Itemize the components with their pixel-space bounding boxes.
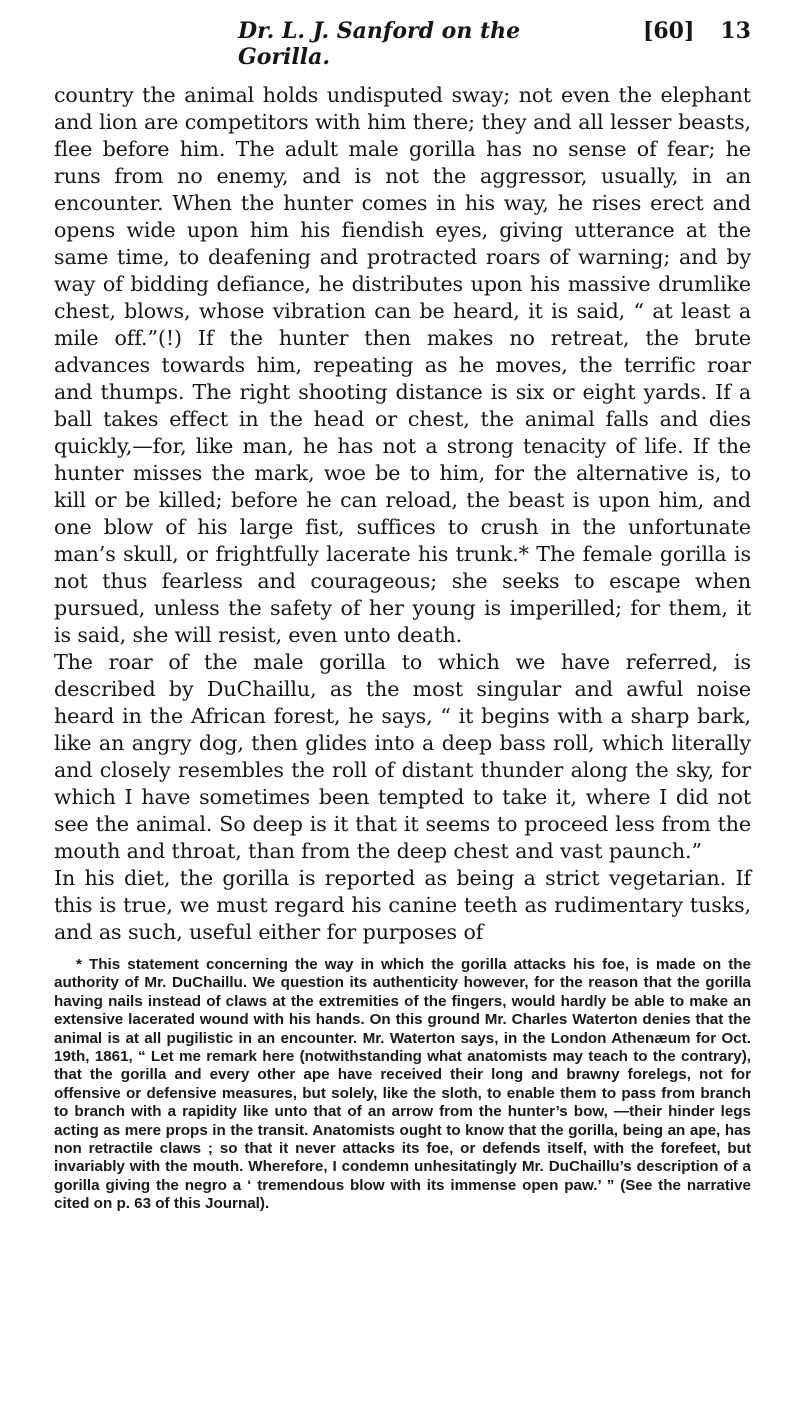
paragraph: The roar of the male gorilla to which we have referred, is described by DuChaillu, as the most singular and awful noise heard in the African forest, he says, “ it begins with a sharp bark, like an angry dog, then glides into a deep bass roll, which literally and closely resembles the roll of distant thunder along the sky, for which I have sometimes been tempted to take it, where I did not see the animal. So deep is it that it seems to proceed less from the mouth and throat, than from the deep chest and vast paunch.”: [54, 650, 751, 863]
page-marker: [60]: [642, 18, 695, 44]
main-text: [54, 82, 751, 946]
page-number: 13: [720, 18, 751, 44]
paragraph: In his diet, the gorilla is reported as being a strict vegetarian. If this is true, we must regard his canine teeth as rudimentary tusks, and as such, useful either for purposes of: [54, 866, 751, 944]
running-header: [62, 18, 751, 70]
paragraph: country the animal holds undisputed sway; not even the elephant and lion are competitors with him there; they and all lesser beasts, flee before him. The adult male gorilla has no sense of fear; he runs from no enemy, and is not the aggressor, usually, in an encounter. When the hunter comes in his way, he rises erect and opens wide upon him his fiendish eyes, giving utterance at the same time, to deafening and protracted roars of warning; and by way of bidding defiance, he distributes upon his massive drumlike chest, blows, whose vibration can be heard, it is said, “ at least a mile off.”(!) If the hunter then makes no retreat, the brute advances towards him, repeating as he moves, the terrific roar and thumps. The right shooting distance is six or eight yards. If a ball takes effect in the head or chest, the animal falls and dies quickly,—for, like man, he has not a strong tenacity of life. If the hunter misses the mark, woe be to him, for the alternative is, to kill or be killed; before he can reload, the beast is upon him, and one blow of his large fist, suffices to crush in the unfortunate man’s skull, or frightfully lacerate his trunk.* The female gorilla is not thus fearless and courageous; she seeks to escape when pursued, unless the safety of her young is imperilled; for them, it is said, she will resist, even unto death.: [54, 83, 751, 647]
running-title: Dr. L. J. Sanford on the Gorilla.: [238, 18, 521, 70]
footnote: [54, 956, 751, 1214]
footnote-text: * This statement concerning the way in which the gorilla attacks his foe, is made on the authority of Mr. DuChaillu. We question its authenticity however, for the reason that the gorilla having nails instead of claws at the extremities of the fingers, would hardly be able to make an extensive lacerated wound with his hands. On this ground Mr. Charles Waterton denies that the animal is at all pugilistic in an encounter. Mr. Waterton says, in the London Athenæum for Oct. 19th, 1861, “ Let me remark here (notwithstanding what anatomists may teach to the contrary), that the gorilla and every other ape have received their long and brawny forelegs, not for offensive or defensive measures, but solely, like the sloth, to enable them to pass from branch to branch with a rapidity like unto that of an arrow from the hunter’s bow, —their hinder legs acting as mere props in the transit. Anatomists ought to know that the gorilla, being an ape, has non retractile claws ; so that it never attacks its foe, or defends itself, with the forefeet, but invariably with the mouth. Wherefore, I condemn unhesitatingly Mr. DuChaillu’s description of a gorilla giving the negro a ‘ tremendous blow with its immense open paw.’ ” (See the narrative cited on p. 63 of this Journal).: [54, 956, 751, 1213]
